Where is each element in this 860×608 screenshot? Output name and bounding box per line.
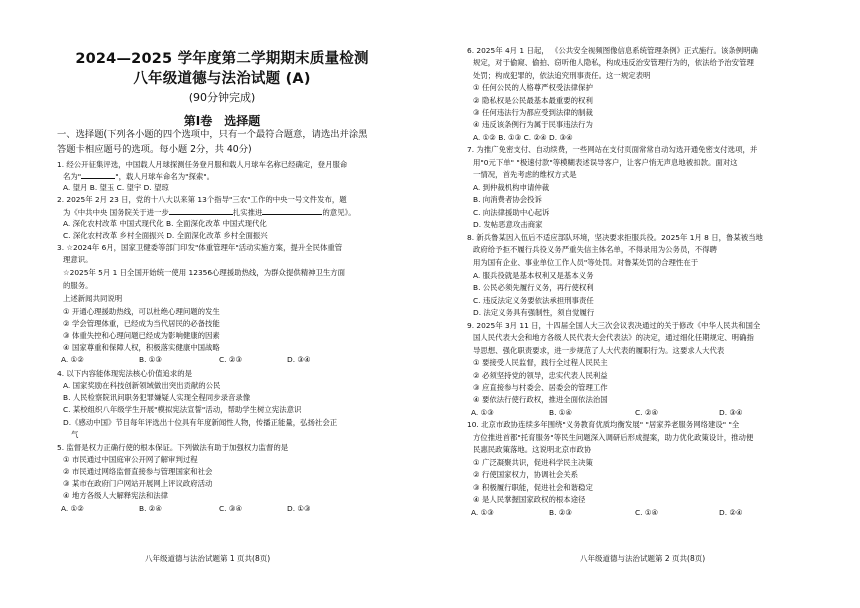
option-d: D. ③④ xyxy=(719,408,743,417)
question-option: B. 向消费者协会投诉 xyxy=(473,195,542,204)
question-text: 名为" "，载人月球车命名为"探索"。 xyxy=(63,172,215,181)
question-option: A. 国家奖励在科技创新领域做出突出贡献的公民 xyxy=(63,381,221,390)
statement: ② 学会管理体重，已经成为当代居民的必备技能 xyxy=(63,319,220,328)
page-footer-right: 八年级道德与法治试题第 2 页共(8页) xyxy=(580,554,706,563)
question-text: 理意识。 xyxy=(63,255,93,264)
page-footer-left: 八年级道德与法治试题第 1 页共(8页) xyxy=(145,554,271,563)
statement: ① 广泛凝聚共识，促进科学民主决策 xyxy=(473,458,593,467)
statement: ① 开通心理援助热线，可以杜绝心理问题的发生 xyxy=(63,307,220,316)
question-option: C. 违反法定义务要依法承担刑事责任 xyxy=(473,296,594,305)
option-c: C. ①④ xyxy=(635,508,659,517)
question-text: 3. ☆2024年 6月，国家卫健委等部门印发"体重管理年"活动实施方案，提升全民体重管 xyxy=(57,243,343,252)
question-text: 7. 为推广免密支付、自动续费，一些网站在支付页面常常自动勾选开通免密支付选项，并 xyxy=(467,145,758,154)
question-option: C. 某校组织八年级学生开展"模拟宪法宣誓"活动，帮助学生树立宪法意识 xyxy=(63,405,302,414)
statement: ④ 违反该条例行为属于民事违法行为 xyxy=(473,120,593,129)
instruction-line: 答题卡相应题号的选项。每小题 2分，共 40分) xyxy=(57,144,252,155)
question-text: 民惠民政策落地。这说明北京市政协 xyxy=(473,445,592,454)
statement: ① 任何公民的人格尊严权受法律保护 xyxy=(473,83,593,92)
statement: ③ 体重失控和心理问题已经成为影响健康的因素 xyxy=(63,331,220,340)
exam-title: 2024—2025 学年度第二学期期末质量检测 xyxy=(75,51,369,67)
question-options: A. 望月 B. 望玉 C. 望宇 D. 望琼 xyxy=(63,183,169,192)
option-b: B. ①④ xyxy=(549,408,573,417)
question-text: 2. 2025年 2月 23 日，党的十八大以来第 13个指导"三农"工作的中央一号文件发布，题 xyxy=(57,195,347,204)
question-text: ☆2025年 5月 1 日全国开始统一使用 12356心理援助热线，为群众提供精神卫生方面 xyxy=(63,268,346,277)
question-option: 气 xyxy=(71,430,79,439)
option-a: A. ①② xyxy=(61,504,84,513)
statement: ③ 应直接参与村委会、居委会的管理工作 xyxy=(473,383,608,392)
question-text: 一情况，首先考虑的维权方式是 xyxy=(473,170,577,179)
exam-subtitle: 八年级道德与法治试题 (A) xyxy=(133,71,311,87)
statement: ④ 地方各级人大解释宪法和法律 xyxy=(63,491,169,500)
statement: ① 要接受人民监督，践行全过程人民民主 xyxy=(473,358,608,367)
statement: ④ 国家尊重和保障人权，积极落实健康中国战略 xyxy=(63,343,220,352)
question-option: A. 服兵役就是基本权利又是基本义务 xyxy=(473,271,594,280)
option-d: D. ③④ xyxy=(287,355,311,364)
question-text: 为《中共中央 国务院关于进一步 扎实推进 的意见》。 xyxy=(63,208,356,217)
question-option: D. 法定义务具有强制性，须自觉履行 xyxy=(473,308,595,317)
question-option: C. 向法律援助中心起诉 xyxy=(473,208,550,217)
question-text: 9. 2025年 3月 11 日，十四届全国人大三次会议表决通过的关于修改《中华人民共和国全 xyxy=(467,321,761,330)
option-b: B. ①③ xyxy=(139,355,163,364)
question-text: 6. 2025年 4月 1 日起， 《公共安全视频图像信息系统管理条例》正式施行。该条例明确 xyxy=(467,46,758,55)
statement: ④ 是人民掌握国家政权的根本途径 xyxy=(473,495,586,504)
question-text: 用"0元下单" "极速付款"等模糊表述误导客户，让客户悄无声息地被扣款。面对这 xyxy=(473,158,738,167)
question-text: 的服务。 xyxy=(63,281,93,290)
statement: ② 市民通过网络监督直接参与管理国家和社会 xyxy=(63,467,213,476)
statement: ② 必须坚持党的领导，忠实代表人民利益 xyxy=(473,371,608,380)
option-b: B. ②③ xyxy=(549,508,573,517)
question-text: 政府给予拒不履行兵役义务严重失信主体名单，不得录用为公务员，不得聘 xyxy=(473,245,717,254)
question-option: D.《感动中国》节目每年评选出十位具有年度新闻性人物，传播正能量，弘扬社会正 xyxy=(63,418,338,427)
option-c: C. ②③ xyxy=(219,355,243,364)
statement: ① 市民通过中国庭审公开网了解审判过程 xyxy=(63,455,198,464)
statement: ③ 某市在政府门户网站开展网上评议政府活动 xyxy=(63,479,213,488)
question-text: 8. 新兵鲁某因入伍后不适应部队环境，坚决要求拒服兵役。2025年 1月 8 日，鲁某被当地 xyxy=(467,233,763,242)
option-d: D. ②④ xyxy=(719,508,743,517)
question-text: 4. 以下内容能体现宪法核心价值追求的是 xyxy=(57,369,193,378)
question-option: A. 深化农村改革 中国式现代化 B. 全面深化改革 中国式现代化 xyxy=(63,219,267,228)
question-text: 方位推进首都"托育服务"等民生问题深入调研后形成提案，助力优化政策设计，推动便 xyxy=(473,433,754,442)
option-c: C. ②④ xyxy=(635,408,659,417)
question-text: 规定，对于偷窥、偷拍、窃听他人隐私，构成违反治安管理行为的，依法给予治安管理 xyxy=(473,58,754,67)
statement: ② 隐私权是公民最基本最重要的权利 xyxy=(473,96,593,105)
statement: ② 行使国家权力，协调社会关系 xyxy=(473,470,579,479)
question-text: 5. 监督是权力正确行使的根本保证。下列做法有助于加强权力监督的是 xyxy=(57,443,289,452)
question-option: C. 深化农村改革 乡村全面振兴 D. 全面深化改革 乡村全面振兴 xyxy=(63,231,268,240)
option-b: B. ②④ xyxy=(139,504,163,513)
question-option: B. 人民检察院讯问职务犯罪嫌疑人实现全程同步录音录像 xyxy=(63,393,251,402)
option-a: A. ①② xyxy=(61,355,84,364)
answer-options: A. ①② B. ①③ C. ②④ D. ③④ xyxy=(473,133,573,142)
question-text: 10. 北京市政协连续多年围绕"义务教育优质均衡发展" "居家养老服务网络建设" "全 xyxy=(467,420,740,429)
question-option: D. 发帖恶意攻击商家 xyxy=(473,220,543,229)
instruction-line: 一、选择题(下列各小题的四个选项中，只有一个最符合题意，请选出并涂黑 xyxy=(57,129,368,140)
question-option: A. 到仲裁机构申请仲裁 xyxy=(473,183,550,192)
section-title: 第Ⅰ卷 选择题 xyxy=(183,114,261,128)
statement: ④ 要依法行使行政权，推进全面依法治国 xyxy=(473,395,608,404)
question-text: 1. 经公开征集评选，中国载人月球探测任务登月服和载人月球车名称已经确定，登月服命 xyxy=(57,160,348,169)
question-text: 国人民代表大会和地方各级人民代表大会代表法》的决定，通过细化任期规定、明确指 xyxy=(473,333,754,342)
question-text: 上述新闻共同说明 xyxy=(63,294,123,303)
option-a: A. ①③ xyxy=(471,508,494,517)
statement: ③ 任何违法行为都应受到法律的制裁 xyxy=(473,108,593,117)
option-d: D. ①③ xyxy=(287,504,311,513)
question-text: 用为国有企业、事业单位工作人员"等处罚。对鲁某处罚的合理性在于 xyxy=(473,258,699,267)
question-text: 导思想、强化职责要求，进一步规范了人大代表的履职行为。这要求人大代表 xyxy=(473,346,725,355)
statement: ③ 积极履行职能，促进社会和谐稳定 xyxy=(473,483,593,492)
exam-duration: (90分钟完成) xyxy=(188,91,256,104)
option-a: A. ①③ xyxy=(471,408,494,417)
question-text: 处罚；构成犯罪的，依法追究刑事责任。这一规定表明 xyxy=(473,71,651,80)
option-c: C. ③④ xyxy=(219,504,243,513)
question-option: B. 公民必须先履行义务，再行使权利 xyxy=(473,283,594,292)
